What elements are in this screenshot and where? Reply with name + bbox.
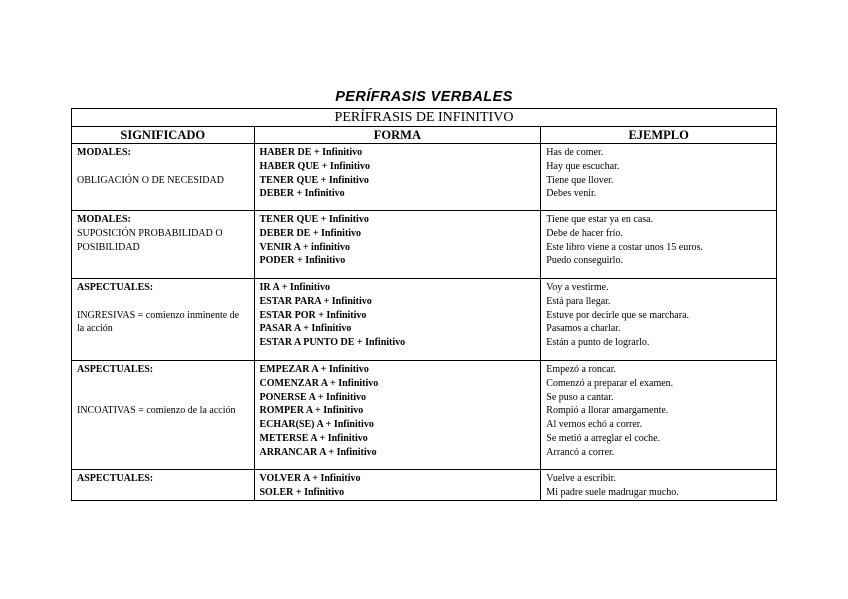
forma-item: DEBER DE + Infinitivo: [259, 227, 362, 239]
ejemplo-item: Hay que escuchar.: [546, 160, 620, 172]
significado-title: ASPECTUALES:: [77, 473, 154, 484]
forma-item: TENER QUE + Infinitivo: [259, 214, 369, 225]
significado-title: ASPECTUALES:: [77, 282, 154, 293]
header-forma: FORMA: [254, 127, 541, 144]
ejemplo-item: Se puso a cantar.: [546, 391, 614, 403]
ejemplo-cell: [541, 279, 777, 361]
forma-cell: [254, 470, 541, 501]
forma-cell: [254, 279, 541, 361]
forma-item: IR A + Infinitivo: [259, 282, 330, 293]
ejemplo-cell: [541, 470, 777, 501]
forma-item: PODER + Infinitivo: [259, 255, 346, 267]
forma-item: SOLER + Infinitivo: [259, 486, 345, 498]
significado-description: OBLIGACIÓN O DE NECESIDAD: [77, 174, 224, 186]
ejemplo-item: Están a punto de lograrlo.: [546, 337, 650, 349]
significado-cell: [72, 470, 255, 501]
table-row: [72, 470, 777, 501]
ejemplo-item: Se metió a arreglar el coche.: [546, 432, 661, 444]
ejemplo-item: Rompió a llorar amargamente.: [546, 405, 669, 417]
significado-cell: [72, 144, 255, 211]
ejemplo-item: Arrancó a correr.: [546, 446, 615, 458]
table-banner: PERÍFRASIS DE INFINITIVO: [72, 109, 777, 127]
significado-title: ASPECTUALES:: [77, 364, 154, 375]
periphrasis-table: [71, 108, 777, 501]
forma-item: VENIR A + infinitivo: [259, 241, 350, 253]
ejemplo-item: Pasamos a charlar.: [546, 323, 621, 335]
forma-cell: [254, 144, 541, 211]
table-row: [72, 279, 777, 361]
ejemplo-cell: [541, 144, 777, 211]
ejemplo-item: Estuve por decirle que se marchara.: [546, 309, 690, 321]
table-row: [72, 144, 777, 211]
significado-description: SUPOSICIÓN PROBABILIDAD O POSIBILIDAD: [77, 227, 223, 253]
forma-item: PASAR A + Infinitivo: [259, 323, 352, 335]
ejemplo-cell: [541, 361, 777, 470]
ejemplo-item: Empezó a roncar.: [546, 364, 616, 375]
forma-item: ARRANCAR A + Infinitivo: [259, 446, 377, 458]
table-banner-row: [72, 109, 777, 127]
forma-item: EMPEZAR A + Infinitivo: [259, 364, 369, 375]
forma-item: ESTAR POR + Infinitivo: [259, 309, 367, 321]
header-significado: SIGNIFICADO: [72, 127, 255, 144]
table-row: [72, 211, 777, 279]
forma-item: ECHAR(SE) A + Infinitivo: [259, 419, 374, 431]
forma-cell: [254, 361, 541, 470]
forma-item: TENER QUE + Infinitivo: [259, 174, 369, 186]
significado-description: INGRESIVAS = comienzo inminente de la acción: [77, 309, 240, 335]
forma-item: ESTAR A PUNTO DE + Infinitivo: [259, 337, 406, 349]
forma-item: COMENZAR A + Infinitivo: [259, 377, 379, 389]
page-title: PERÍFRASIS VERBALES: [335, 89, 513, 105]
significado-title: MODALES:: [77, 147, 131, 158]
forma-item: ROMPER A + Infinitivo: [259, 405, 364, 417]
ejemplo-item: Comenzó a preparar el examen.: [546, 377, 674, 389]
ejemplo-item: Voy a vestirme.: [546, 282, 609, 293]
table-row: [72, 361, 777, 470]
forma-item: PONERSE A + Infinitivo: [259, 391, 367, 403]
ejemplo-item: Tiene que estar ya en casa.: [546, 214, 654, 225]
significado-cell: [72, 211, 255, 279]
ejemplo-item: Debe de hacer frío.: [546, 227, 623, 239]
ejemplo-cell: [541, 211, 777, 279]
significado-description: INCOATIVAS = comienzo de la acción: [77, 405, 236, 417]
ejemplo-item: Debes venir.: [546, 188, 597, 200]
header-ejemplo: EJEMPLO: [541, 127, 777, 144]
forma-item: METERSE A + Infinitivo: [259, 432, 368, 444]
ejemplo-item: Está para llegar.: [546, 295, 611, 307]
ejemplo-item: Vuelve a escribir.: [546, 473, 616, 484]
table-header-row: [72, 127, 777, 144]
ejemplo-item: Puedo conseguirlo.: [546, 255, 623, 267]
forma-item: VOLVER A + Infinitivo: [259, 473, 361, 484]
ejemplo-item: Tiene que llover.: [546, 174, 614, 186]
significado-cell: [72, 279, 255, 361]
forma-item: ESTAR PARA + Infinitivo: [259, 295, 372, 307]
ejemplo-item: Este libro viene a costar unos 15 euros.: [546, 241, 703, 253]
ejemplo-item: Al vernos echó a correr.: [546, 419, 643, 431]
forma-item: HABER DE + Infinitivo: [259, 147, 363, 158]
forma-cell: [254, 211, 541, 279]
ejemplo-item: Mi padre suele madrugar mucho.: [546, 486, 679, 498]
forma-item: DEBER + Infinitivo: [259, 188, 345, 200]
forma-item: HABER QUE + Infinitivo: [259, 160, 370, 172]
ejemplo-item: Has de comer.: [546, 147, 604, 158]
significado-cell: [72, 361, 255, 470]
significado-title: MODALES:: [77, 214, 131, 225]
